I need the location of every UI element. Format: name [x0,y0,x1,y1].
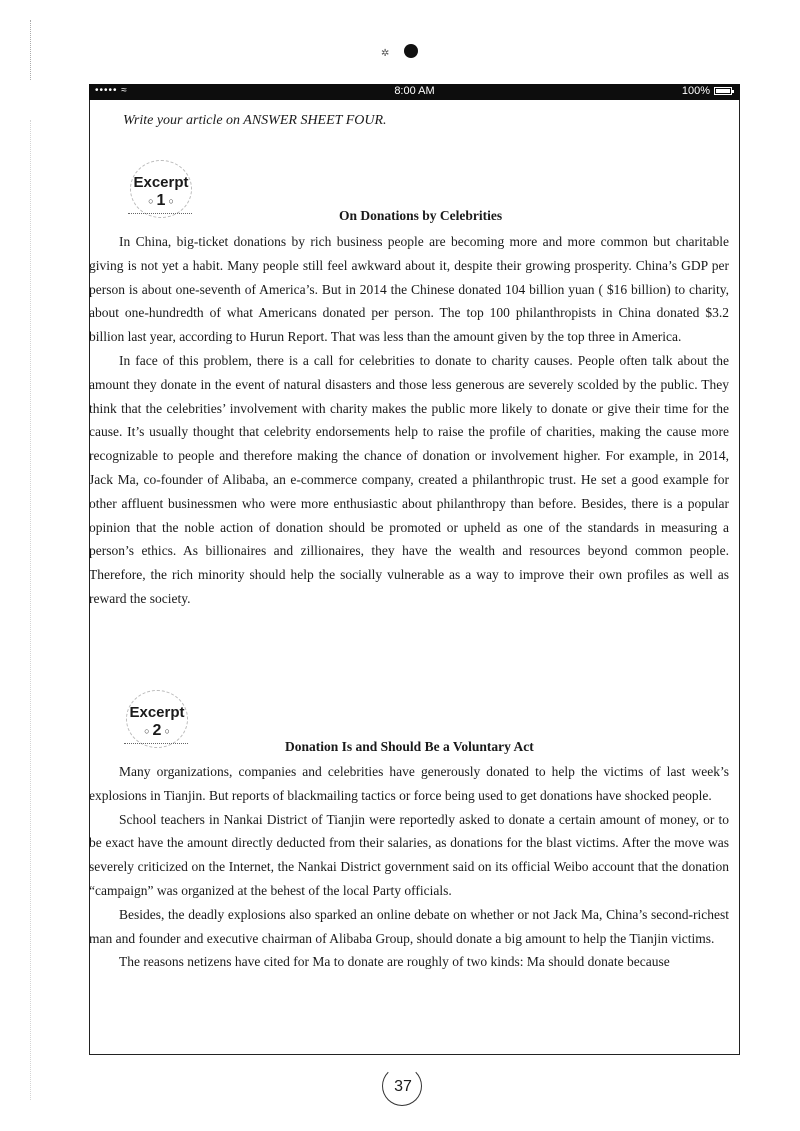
status-bar [89,84,740,100]
excerpt-2-badge: Excerpt ○ 2 ○ [116,690,198,748]
excerpt-2-title: Donation Is and Should Be a Voluntary Act [285,739,534,754]
paragraph: Besides, the deadly explosions also sparked an online debate on whether or not Jack Ma, China’s second-richest man and founder and executive chairman of Alibaba Group, should donate a big amount to help the Tianjin victims. [89,906,729,946]
excerpt-label: Excerpt [133,174,189,191]
margin-mark [30,120,31,1100]
small-dot-icon: ✲ [381,48,390,59]
page-ornament [372,40,432,64]
battery-indicator [682,85,732,97]
margin-mark [30,20,31,80]
page-number: 37 [394,1078,412,1095]
signal-icon: ••••• ≈ [95,85,128,96]
paragraph: The reasons netizens have cited for Ma to donate are roughly of two kinds: Ma should donate because [119,954,670,970]
excerpt-label: Excerpt [129,704,185,721]
page-number-badge [380,1064,426,1110]
paragraph: Many organizations, companies and celebrities have generously donated to help the victims of last week’s explosions in Tianjin. But reports of blackmailing tactics or force being used to get donations have shocked people. [89,764,729,803]
battery-percent: 100% [681,85,710,97]
instruction-text: Write your article on ANSWER SHEET FOUR. [123,113,387,128]
excerpt-number: 1 [156,192,166,209]
excerpt-number: 2 [152,722,162,739]
status-time: 8:00 AM [394,85,435,97]
battery-icon [714,87,732,95]
paragraph: School teachers in Nankai District of Tianjin were reportedly asked to donate a certain amount of money, or to be exact have the amount directly deducted from their salaries, as donations for the blast victims. After the move was severely criticized on the Internet, the Nankai District government said on its official Weibo account that the donation “campaign” was organized at the behest of the local Party officials. [89,811,729,898]
excerpt-1-badge: Excerpt ○ 1 ○ [120,160,202,218]
paragraph: In face of this problem, there is a call for celebrities to donate to charity causes. People often talk about the amount they donate in the event of natural disasters and those less generous are severely scolded by the public. They think that the celebrities’ involvement with charity makes the public more likely to donate or give their time for the cause. It’s usually thought that celebrity endorsements help to raise the profile of charities, making the cause more recognizable to people and therefore making the chance of donation or involvement higher. For example, in 2014, Jack Ma, co-founder of Alibaba, an e-commerce company, created a philanthropic trust. He set a good example for other affluent businessmen who were more enthusiastic about philanthropy than before. Besides, there is a popular opinion that the noble action of donation should be promoted or upheld as one of the standards in measuring a person’s ethics. As billionaires and zillionaires, they have the wealth and resources beyond common people. Therefore, the rich minority should help the socially vulnerable as a way to improve their own profiles as well as reward the society. [89,352,729,606]
excerpt-1-title: On Donations by Celebrities [339,208,503,223]
camera-dot-icon [404,44,418,58]
excerpt-1-body [89,230,729,611]
paragraph: In China, big-ticket donations by rich business people are becoming more and more common but charitable giving is not yet a habit. Many people still feel awkward about it, despite their growing prosperity. China’s GDP per person is about one-seventh of America’s. But in 2014 the Chinese donated 104 billion yuan ( $16 billion) to charity, about one-hundredth of what Americans donated per person. The top 100 philanthropists in China donated $3.2 billion last year, according to Hurun Report. That was less than the amount given by the top three in America. [89,234,729,345]
excerpt-2-body [89,760,729,974]
